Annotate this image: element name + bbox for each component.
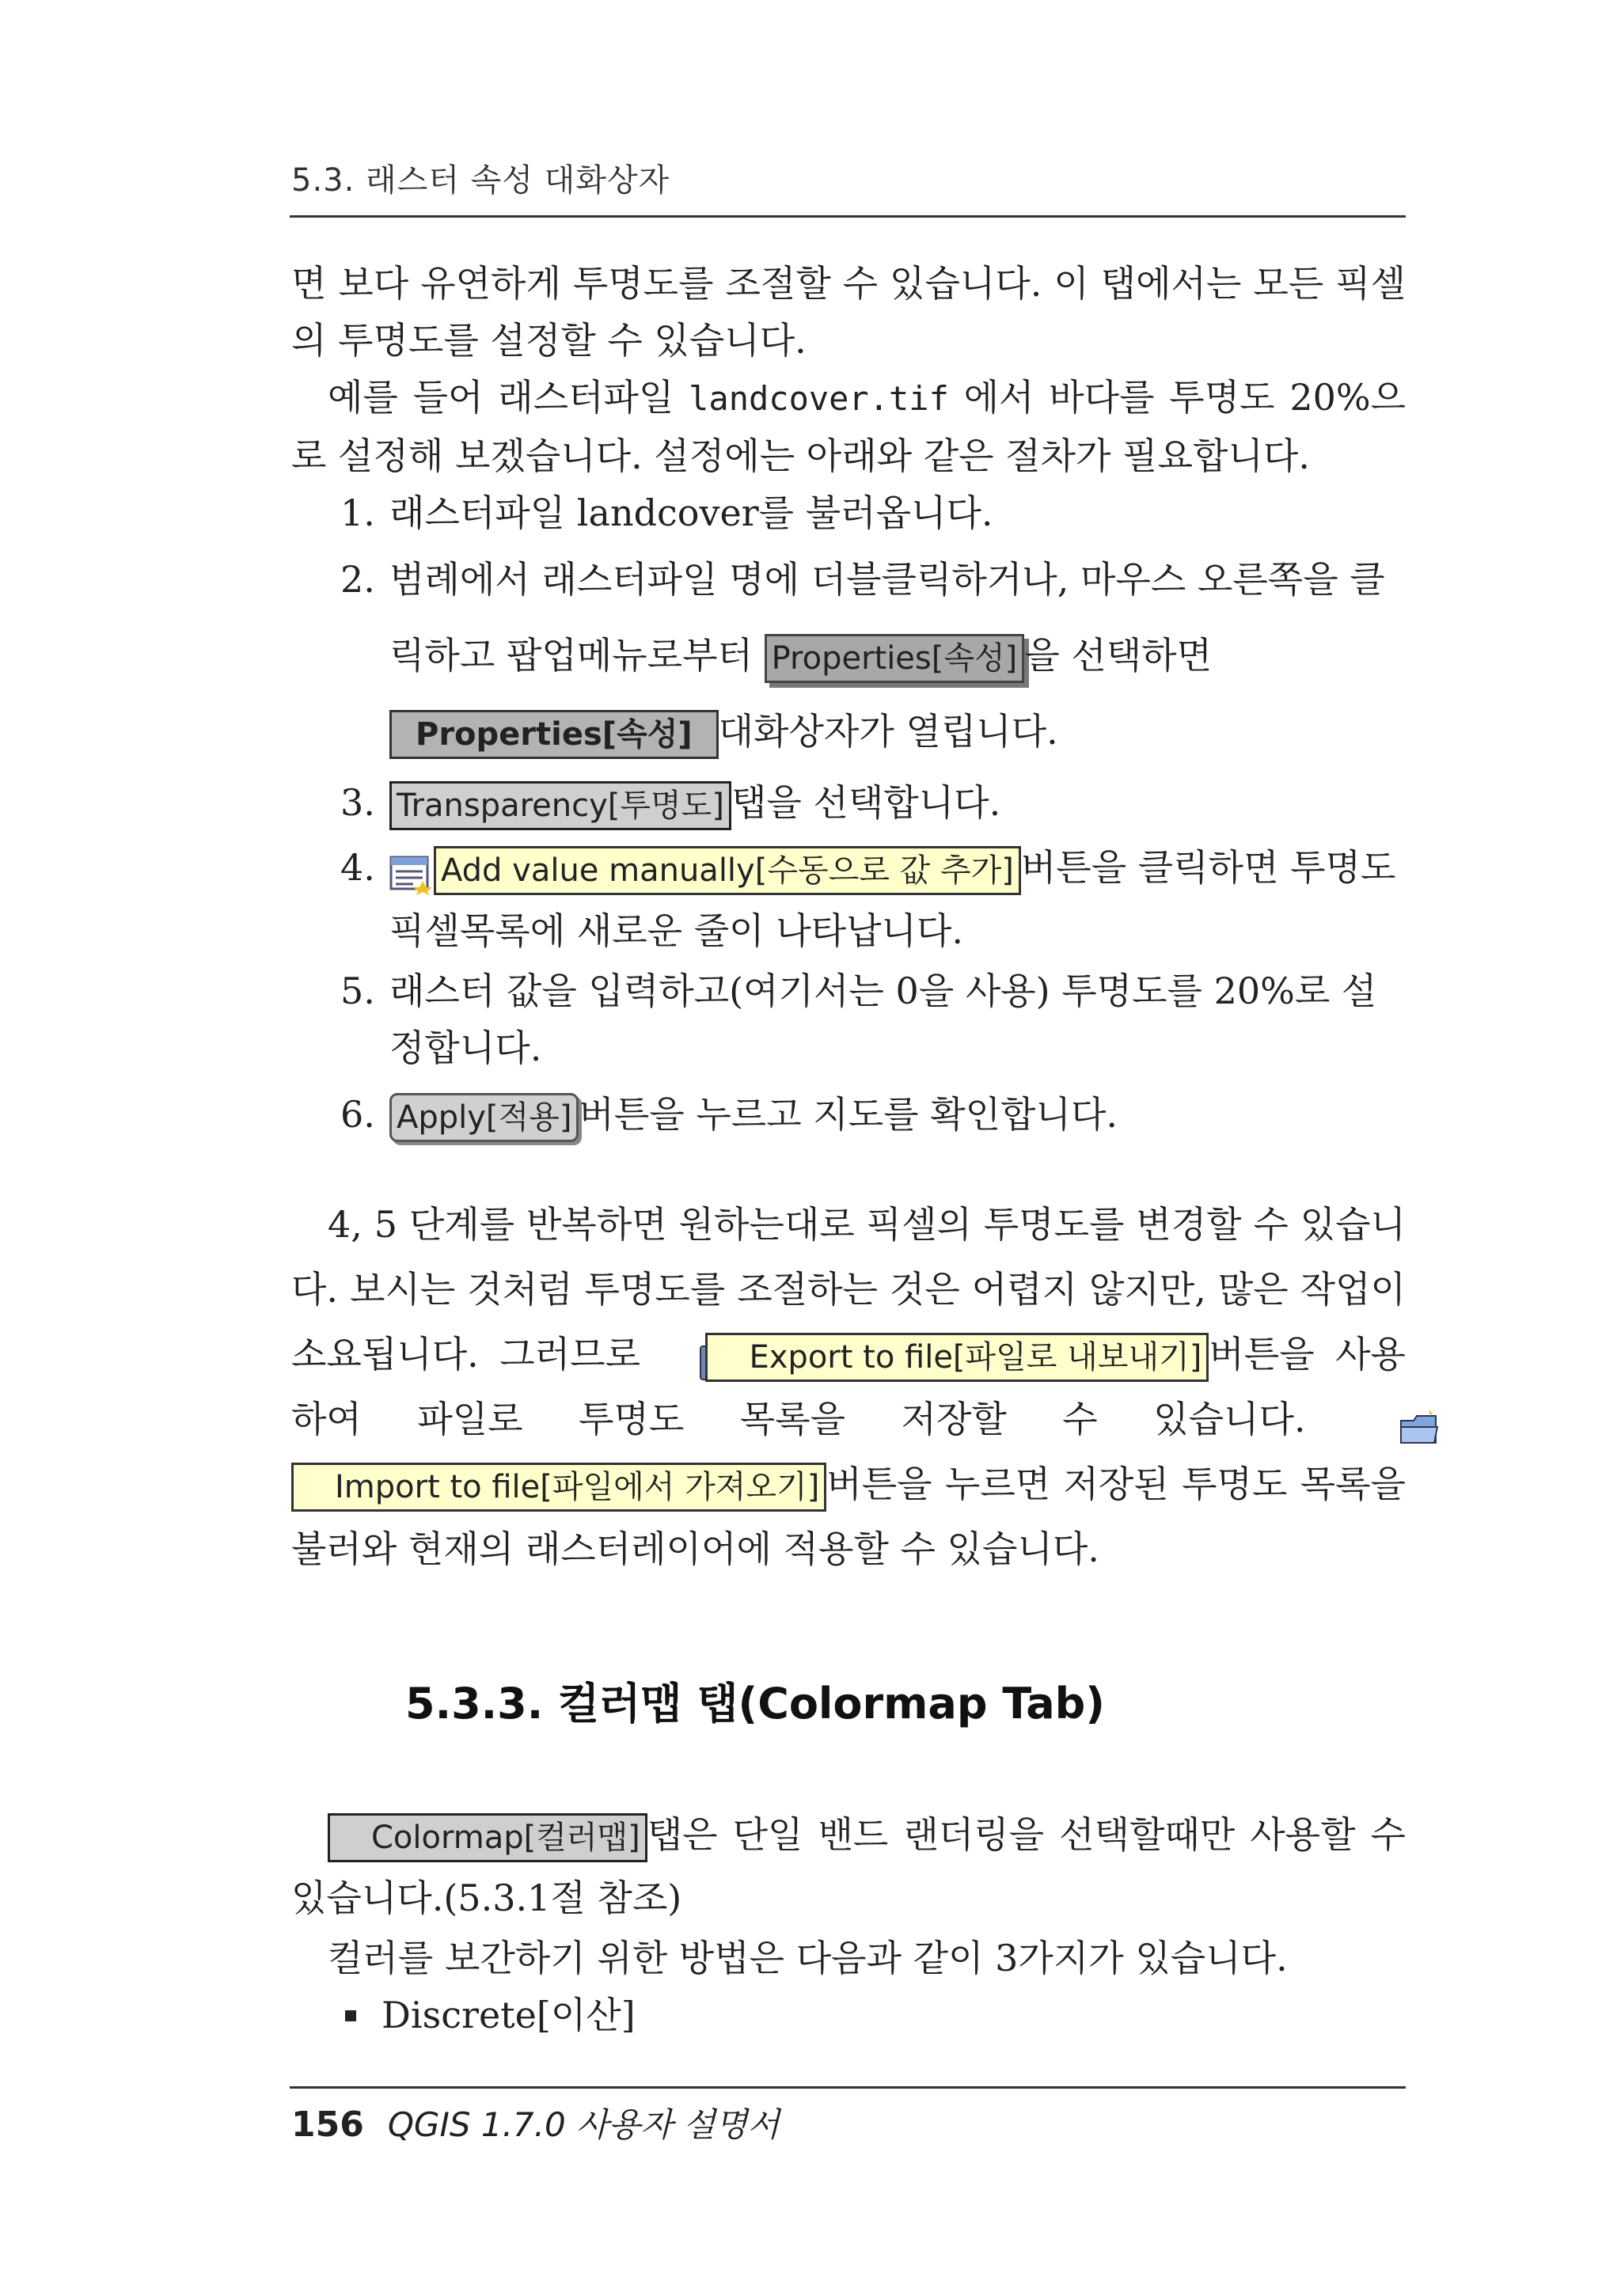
paragraph-1: 면 보다 유연하게 투명도를 조절할 수 있습니다. 이 탭에서는 모든 픽셀의 투명도를 설정할 수 있습니다. <box>291 262 1406 362</box>
properties-menu-button[interactable]: Properties[속성] <box>765 634 1025 683</box>
step-1: 1. 래스터파일 landcover를 불러옵니다. <box>340 491 993 534</box>
add-value-manually-button[interactable]: Add value manually[수동으로 값 추가] <box>434 846 1021 895</box>
save-icon <box>661 1338 704 1377</box>
properties-dialog-label: Properties[속성] <box>389 710 719 759</box>
page-number: 156 <box>291 2104 364 2145</box>
bullet-discrete: Discrete[이산] <box>291 1987 1406 2044</box>
apply-button[interactable]: Apply[적용] <box>389 1093 579 1142</box>
paragraph-5: 컬러를 보간하기 위한 방법은 다음과 같이 3가지가 있습니다. <box>328 1937 1288 1979</box>
section-content <box>291 1803 1406 2044</box>
steps-list <box>291 484 1406 1152</box>
paragraph-2: 예를 들어 래스터파일 landcover.tif 에서 바다를 투명도 20%으로 설정해 보겠습니다. 설정에는 아래와 같은 절차가 필요합니다. <box>291 376 1406 477</box>
main-content <box>291 255 1406 1581</box>
step-2: 2. 범례에서 래스터파일 명에 더블클릭하거나, 마우스 오른쪽을 클릭하고 팝업메뉴로부터 Properties[속성] 을 선택하면 Properties[속성] 대화상자가 열립니다. <box>291 541 1406 769</box>
step-5: 5. 래스터 값을 입력하고(여기서는 0을 사용) 투명도를 20%로 설정합니다. <box>340 970 1377 1069</box>
paragraph-3: 4, 5 단계를 반복하면 원하는대로 픽셀의 투명도를 변경할 수 있습니다. 보시는 것처럼 투명도를 조절하는 것은 어렵지 않지만, 많은 작업이 소요됩니다. 그러므로 Export to file[파일로 내보내기] 버튼을 사용하여 파일로 투명도 목록을 저장할 수 있습니다. Import to file[파일에서 가져오기] 버튼을 누르면 저장된 투명도 목록을 불러와 현재의 래스터레이어에 적용할 수 있습니다. <box>291 1192 1406 1581</box>
open-folder-icon <box>1361 1402 1404 1442</box>
filename: landcover.tif <box>689 379 949 418</box>
step-4: 4. Add value manually[수동으로 값 추가] 버튼을 클릭하면 투명도 픽셀목록에 새로운 줄이 나타납니다. <box>340 846 1396 952</box>
tab-colormap[interactable]: Colormap[컬러맵] <box>328 1813 647 1862</box>
page-footer <box>291 2099 780 2146</box>
paragraph-4: Colormap[컬러맵] 탭은 단일 밴드 랜더링을 선택할때만 사용할 수 있습니다.(5.3.1절 참조) <box>291 1813 1406 1919</box>
page-header: 5.3. 래스터 속성 대화상자 <box>291 162 670 199</box>
step-6: 6. Apply[적용] 버튼을 누르고 지도를 확인합니다. <box>291 1076 1406 1152</box>
section-title: 5.3.3. 컬러맵 탭(Colormap Tab) <box>405 1679 1105 1729</box>
add-value-icon <box>389 851 432 890</box>
import-from-file-button[interactable]: Import to file[파일에서 가져오기] <box>291 1463 826 1512</box>
export-to-file-button[interactable]: Export to file[파일로 내보내기] <box>705 1333 1209 1382</box>
tab-transparency[interactable]: Transparency[투명도] <box>389 781 731 830</box>
header-rule <box>290 215 1406 218</box>
footer-rule <box>290 2086 1406 2089</box>
book-title: QGIS 1.7.0 사용자 설명서 <box>387 2105 780 2144</box>
step-3: 3. Transparency[투명도] 탭을 선택합니다. <box>291 769 1406 836</box>
